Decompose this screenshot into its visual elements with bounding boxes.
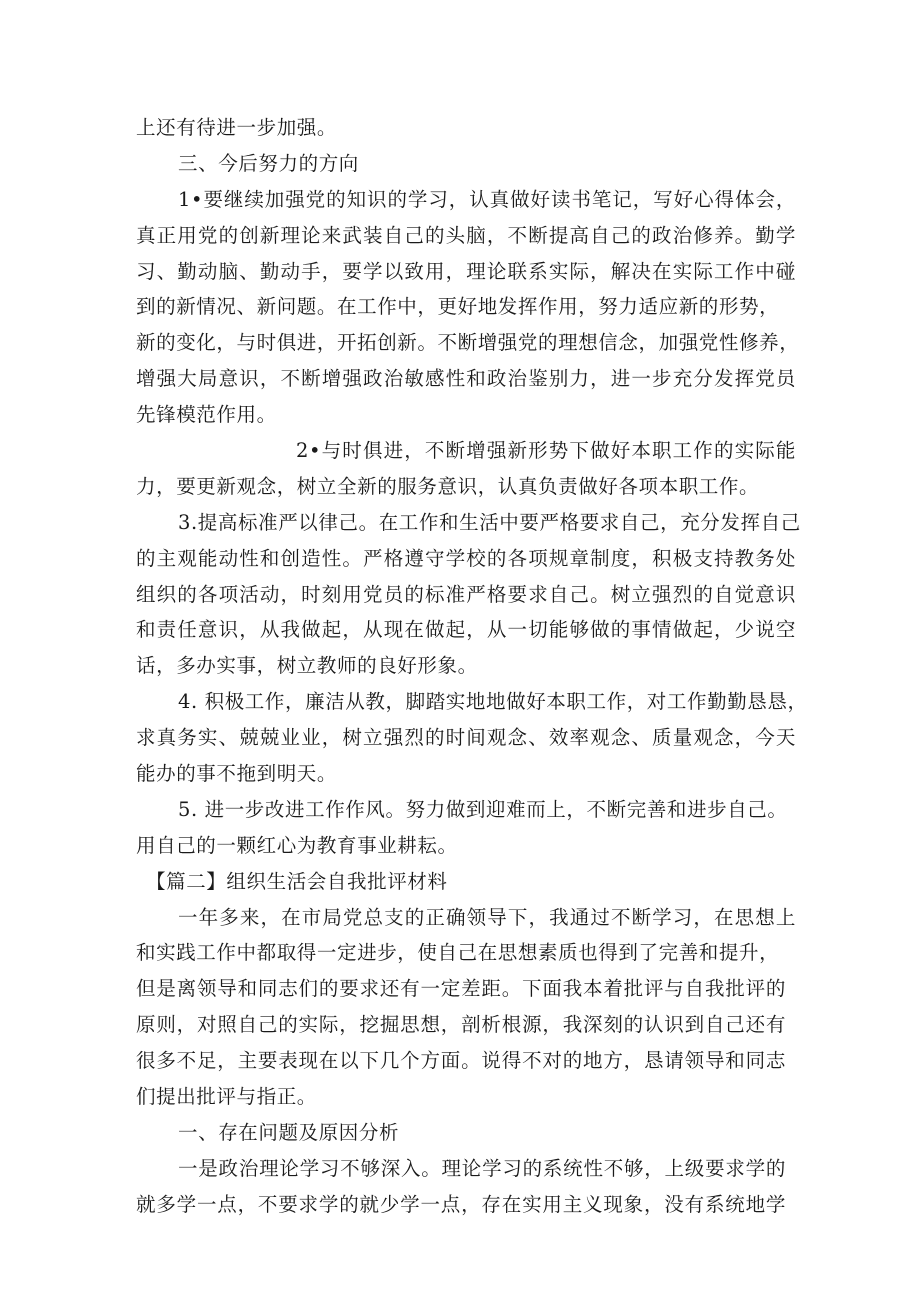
text-line: 求真务实、兢兢业业，树立强烈的时间观念、效率观念、质量观念，今天	[136, 726, 796, 750]
text-line: 新的变化，与时俱进，开拓创新。不断增强党的理想信念，加强党性修养，	[136, 331, 800, 355]
text-line: 就多学一点，不要求学的就少学一点，存在实用主义现象，没有系统地学	[136, 1192, 786, 1216]
text-line: 和责任意识，从我做起，从现在做起，从一切能够做的事情做起，少说空	[136, 618, 796, 642]
text-line: 的主观能动性和创造性。严格遵守学校的各项规章制度，积极支持教务处	[136, 546, 796, 570]
text-line: 真正用党的创新理论来武装自己的头脑，不断提高自己的政治修养。勤学	[136, 223, 796, 247]
text-line: 一年多来，在市局党总支的正确领导下，我通过不断学习，在思想上	[178, 905, 796, 929]
text-line: 能办的事不拖到明天。	[136, 762, 338, 786]
text-line: 们提出批评与指正。	[136, 1085, 317, 1109]
text-line: 5. 进一步改进工作作风。努力做到迎难而上，不断完善和进步自己。	[178, 797, 788, 821]
text-line: 很多不足，主要表现在以下几个方面。说得不对的地方，恳请领导和同志	[136, 1049, 786, 1073]
text-line: 到的新情况、新问题。在工作中，更好地发挥作用，努力适应新的形势，	[136, 295, 780, 319]
text-line: 先锋模范作用。	[136, 403, 277, 427]
text-line: 但是离领导和同志们的要求还有一定差距。下面我本着批评与自我批评的	[136, 977, 786, 1001]
text-line: 2•与时俱进，不断增强新形势下做好本职工作的实际能	[296, 439, 796, 463]
text-line: 1•要继续加强党的知识的学习，认真做好读书笔记，写好心得体会，	[178, 187, 796, 211]
text-line: 原则，对照自己的实际，挖掘思想，剖析根源，我深刻的认识到自己还有	[136, 1013, 786, 1037]
text-line: 一是政治理论学习不够深入。理论学习的系统性不够，上级要求学的	[178, 1156, 786, 1180]
text-line: 用自己的一颗红心为教育事业耕耘。	[136, 833, 458, 857]
document-page	[136, 110, 808, 1223]
text-line: 力，要更新观念，树立全新的服务意识，认真负责做好各项本职工作。	[136, 474, 760, 498]
text-line: 话，多办实事，树立教师的良好形象。	[136, 654, 478, 678]
section-heading: 一、存在问题及原因分析	[178, 1120, 400, 1144]
text-line: 习、勤动脑、勤动手，要学以致用，理论联系实际，解决在实际工作中碰	[136, 259, 796, 283]
article-heading: 【篇二】组织生活会自我批评材料	[146, 869, 448, 893]
text-line: 增强大局意识，不断增强政治敏感性和政治鉴别力，进一步充分发挥党员	[136, 367, 796, 391]
text-line: 上还有待进一步加强。	[136, 116, 338, 139]
text-line: 组织的各项活动，时刻用党员的标准严格要求自己。树立强烈的自觉意识	[136, 582, 796, 606]
text-line: 和实践工作中都取得一定进步，使自己在思想素质也得到了完善和提升，	[136, 941, 780, 965]
text-line: 3.提高标准严以律己。在工作和生活中要严格要求自己，充分发挥自己	[178, 510, 801, 534]
section-heading: 三、今后努力的方向	[178, 151, 359, 175]
text-line: 4. 积极工作，廉洁从教，脚踏实地地做好本职工作，对工作勤勤恳恳，	[178, 690, 808, 714]
